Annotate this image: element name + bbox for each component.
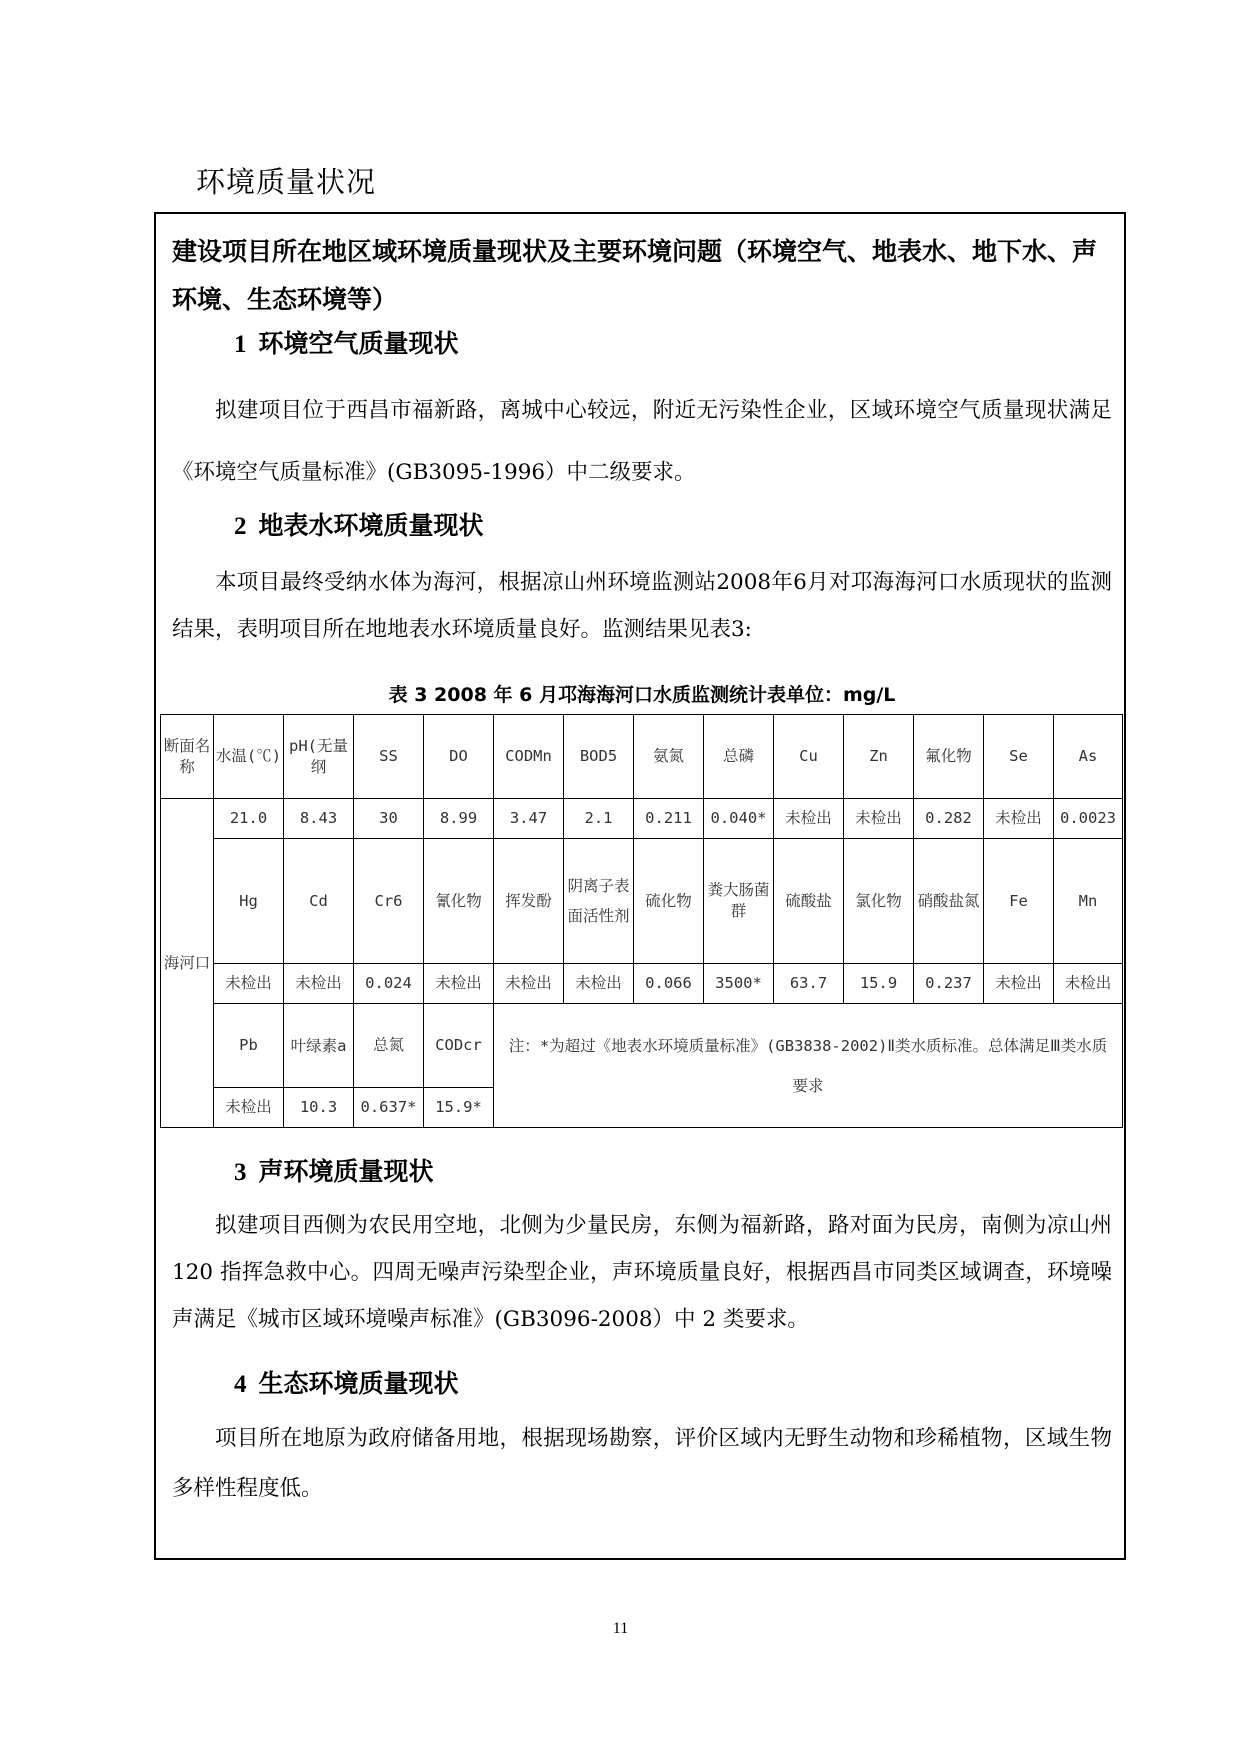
- table-row: [161, 1004, 1123, 1088]
- table-cell: 未检出: [564, 964, 634, 1004]
- table-cell: 63.7: [774, 964, 844, 1004]
- table-cell: 氰化物: [424, 839, 494, 964]
- header-cell: Zn: [844, 715, 914, 799]
- header-cell: SS: [354, 715, 424, 799]
- section-4-title: [234, 1364, 459, 1400]
- table-cell: 未检出: [1054, 964, 1123, 1004]
- table-cell: Pb: [214, 1004, 284, 1088]
- station-cell: 海河口: [161, 799, 214, 1128]
- table-cell: 未检出: [844, 799, 914, 839]
- section-3-paragraph: 拟建项目西侧为农民用空地，北侧为少量民房，东侧为福新路，路对面为民房，南侧为凉山州 120 指挥急救中心。四周无噪声污染型企业，声环境质量良好，根据西昌市同类区域调查，环境噪声满足《城市区域环境噪声标准》(GB3096-2008）中 2 类要求。: [172, 1213, 1112, 1332]
- table-cell: 0.0023: [1054, 799, 1123, 839]
- table-cell: 0.237: [914, 964, 984, 1004]
- section-4-title-text: 生态环境质量现状: [258, 1369, 459, 1398]
- table-cell: 3500*: [704, 964, 774, 1004]
- table-cell: 3.47: [494, 799, 564, 839]
- table-cell: 未检出: [494, 964, 564, 1004]
- table-cell: 总氮: [354, 1004, 424, 1088]
- table-cell: 0.282: [914, 799, 984, 839]
- header-cell: 氟化物: [914, 715, 984, 799]
- table-cell: 挥发酚: [494, 839, 564, 964]
- table-cell: 未检出: [424, 964, 494, 1004]
- section-2-paragraph: 本项目最终受纳水体为海河，根据凉山州环境监测站2008年6月对邛海海河口水质现状的监测结果，表明项目所在地地表水环境质量良好。监测结果见表3:: [172, 570, 1112, 642]
- table-caption: 表 3 2008 年 6 月邛海海河口水质监测统计表单位：mg/L: [388, 684, 896, 706]
- section-1-paragraph: 拟建项目位于西昌市福新路，离城中心较远，附近无污染性企业，区域环境空气质量现状满足《环境空气质量标准》(GB3095-1996）中二级要求。: [172, 398, 1112, 485]
- table-cell: 2.1: [564, 799, 634, 839]
- table-cell: 硫化物: [634, 839, 704, 964]
- header-cell: 氨氮: [634, 715, 704, 799]
- table-cell: 氯化物: [844, 839, 914, 964]
- header-cell: 断面名称: [161, 715, 214, 799]
- intro-heading: 建设项目所在地区域环境质量现状及主要环境问题（环境空气、地表水、地下水、声环境、生态环境等）: [172, 237, 1098, 314]
- table-cell: 阴离子表面活性剂: [564, 839, 634, 964]
- table-row: [161, 964, 1123, 1004]
- section-1-title-text: 环境空气质量现状: [258, 329, 459, 358]
- section-2-title: [234, 506, 484, 542]
- table-note: 注：*为超过《地表水环境质量标准》(GB3838-2002)Ⅱ类水质标准。总体满足Ⅲ类水质要求: [494, 1004, 1123, 1128]
- table-cell: 21.0: [214, 799, 284, 839]
- section-4-number: 4: [234, 1371, 247, 1398]
- header-cell: As: [1054, 715, 1123, 799]
- section-4-paragraph: 项目所在地原为政府储备用地，根据现场勘察，评价区域内无野生动物和珍稀植物，区域生物多样性程度低。: [172, 1426, 1112, 1501]
- header-cell: DO: [424, 715, 494, 799]
- table-cell: 未检出: [214, 1088, 284, 1128]
- header-cell: 总磷: [704, 715, 774, 799]
- page-heading: 环境质量状况: [196, 165, 377, 199]
- header-cell: 水温(℃): [214, 715, 284, 799]
- table-cell: 10.3: [284, 1088, 354, 1128]
- header-cell: BOD5: [564, 715, 634, 799]
- header-cell: pH(无量纲: [284, 715, 354, 799]
- table-cell: 30: [354, 799, 424, 839]
- table-cell: 0.040*: [704, 799, 774, 839]
- table-cell: 8.43: [284, 799, 354, 839]
- table-cell: Cd: [284, 839, 354, 964]
- content-frame: [154, 212, 1126, 1560]
- table-cell: Cr6: [354, 839, 424, 964]
- table-cell: 0.637*: [354, 1088, 424, 1128]
- table-cell: 叶绿素a: [284, 1004, 354, 1088]
- table-cell: CODcr: [424, 1004, 494, 1088]
- table-cell: 未检出: [214, 964, 284, 1004]
- table-row: [161, 839, 1123, 964]
- table-cell: Fe: [984, 839, 1054, 964]
- table-cell: 8.99: [424, 799, 494, 839]
- table-cell: 0.024: [354, 964, 424, 1004]
- table-cell: 0.211: [634, 799, 704, 839]
- table-cell: Mn: [1054, 839, 1123, 964]
- section-1-number: 1: [234, 331, 247, 358]
- table-cell: 未检出: [984, 799, 1054, 839]
- table-cell: 未检出: [284, 964, 354, 1004]
- section-3-title-text: 声环境质量现状: [258, 1157, 434, 1186]
- water-quality-table: [160, 714, 1123, 1128]
- table-cell: 粪大肠菌群: [704, 839, 774, 964]
- table-cell: 0.066: [634, 964, 704, 1004]
- section-2-title-text: 地表水环境质量现状: [258, 511, 484, 540]
- section-2-number: 2: [234, 513, 247, 540]
- table-cell: 硝酸盐氮: [914, 839, 984, 964]
- header-cell: CODMn: [494, 715, 564, 799]
- table-cell: 未检出: [984, 964, 1054, 1004]
- table-cell: 15.9: [844, 964, 914, 1004]
- table-row: [161, 799, 1123, 839]
- header-cell: Cu: [774, 715, 844, 799]
- table-cell: Hg: [214, 839, 284, 964]
- section-1-title: [234, 324, 459, 360]
- page-number: 11: [612, 1620, 629, 1637]
- table-cell: 15.9*: [424, 1088, 494, 1128]
- header-cell: Se: [984, 715, 1054, 799]
- table-header-row: [161, 715, 1123, 799]
- section-3-number: 3: [234, 1159, 247, 1186]
- table-cell: 未检出: [774, 799, 844, 839]
- section-3-title: [234, 1152, 434, 1188]
- table-cell: 硫酸盐: [774, 839, 844, 964]
